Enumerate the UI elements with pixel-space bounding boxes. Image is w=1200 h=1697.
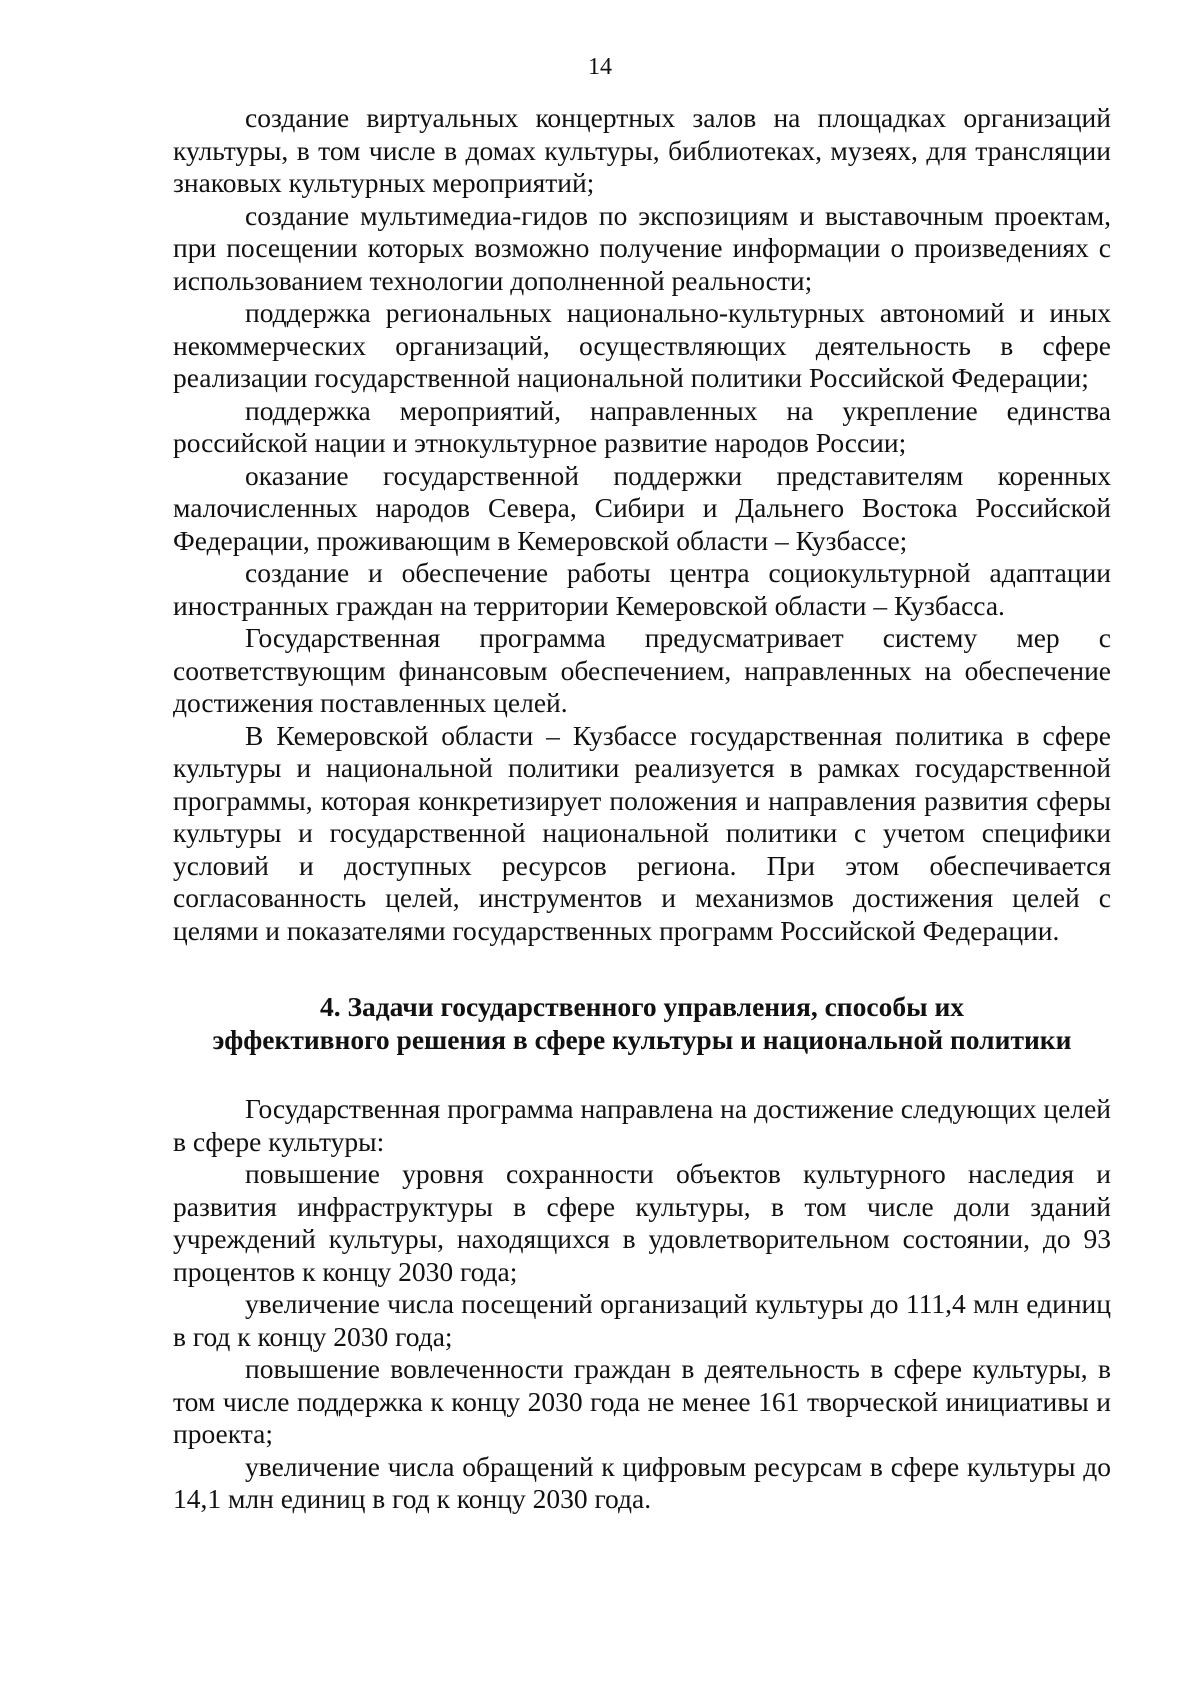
paragraph: создание и обеспечение работы центра социокультурной адаптации иностранных граждан на территории Кемеровской области – Кузбасса.: [173, 557, 1111, 621]
paragraph: повышение вовлеченности граждан в деятельность в сфере культуры, в том числе поддержка к концу 2030 года не менее 161 творческой инициативы и проекта;: [173, 1353, 1111, 1449]
paragraph: создание виртуальных концертных залов на площадках организаций культуры, в том числе в домах культуры, библиотеках, музеях, для трансляции знаковых культурных мероприятий;: [173, 102, 1111, 198]
section-heading-line-2: эффективного решения в сфере культуры и национальной политики: [212, 1023, 1072, 1055]
paragraph: повышение уровня сохранности объектов культурного наследия и развития инфраструктуры в сфере культуры, в том числе доли зданий учреждений культуры, находящихся в удовлетворительном состоянии, до 93 процентов к концу 2030 года;: [173, 1158, 1111, 1287]
paragraph: создание мультимедиа-гидов по экспозициям и выставочным проектам, при посещении которых возможно получение информации о произведениях с использованием технологии дополненной реальности;: [173, 199, 1111, 296]
paragraph: Государственная программа направлена на достижение следующих целей в сфере культуры:: [173, 1093, 1111, 1157]
paragraph: поддержка региональных национально-культурных автономий и иных некоммерческих организаций, осуществляющих деятельность в сфере реализации государственной национальной политики Российской Федерации;: [173, 297, 1111, 393]
paragraph: увеличение числа посещений организаций культуры до 111,4 млн единиц в год к концу 2030 года;: [173, 1288, 1111, 1352]
section-heading-line-1: 4. Задачи государственного управления, способы их: [319, 991, 965, 1022]
section-heading: [173, 991, 1111, 1056]
paragraph: оказание государственной поддержки представителям коренных малочисленных народов Севера, Сибири и Дальнего Востока Российской Федерации, проживающим в Кемеровской области – Кузбассе;: [173, 459, 1111, 556]
paragraph: увеличение числа обращений к цифровым ресурсам в сфере культуры до 14,1 млн единиц в год к концу 2030 года.: [173, 1450, 1111, 1514]
paragraph: Государственная программа предусматривает систему мер с соответствующим финансовым обеспечением, направленных на обеспечение достижения поставленных целей.: [173, 622, 1111, 718]
document-body: [173, 102, 1111, 1516]
paragraph: В Кемеровской области – Кузбассе государственная политика в сфере культуры и национальной политики реализуется в рамках государственной программы, которая конкретизирует положения и направления развития сферы культуры и государственной национальной политики с учетом специфики условий и доступных ресурсов региона. При этом обеспечивается согласованность целей, инструментов и механизмов достижения целей с целями и показателями государственных программ Российской Федерации.: [173, 719, 1111, 946]
paragraph: поддержка мероприятий, направленных на укрепление единства российской нации и этнокультурное развитие народов России;: [173, 394, 1111, 458]
page-number: 14: [588, 54, 612, 80]
